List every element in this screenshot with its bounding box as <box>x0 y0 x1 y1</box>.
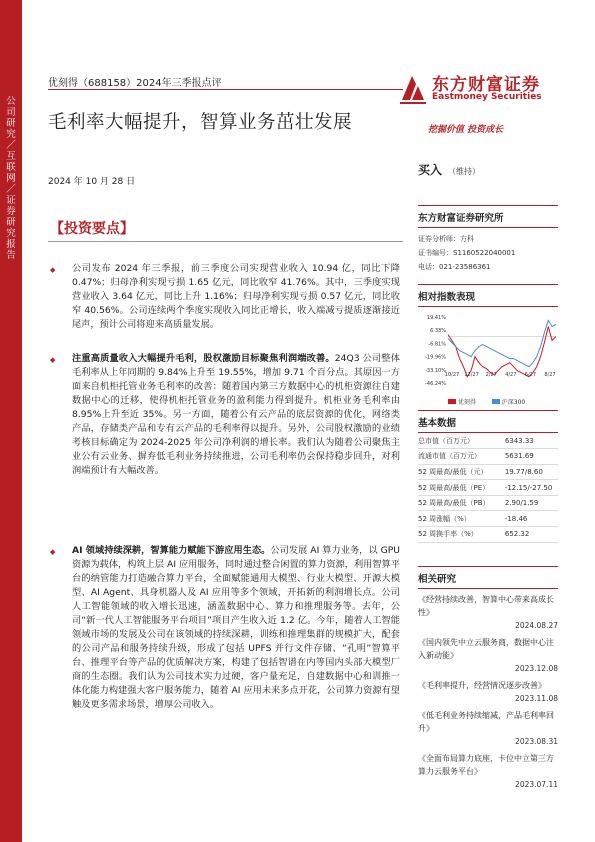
bullet-item <box>50 544 400 712</box>
analyst-phone: 电话：021-23586361 <box>418 263 491 271</box>
basic-data-row <box>418 527 558 543</box>
basic-data-row <box>418 495 558 511</box>
brand-slogan: 挖掘价值 投资成长 <box>428 125 504 135</box>
basic-data-label: 流通市值（百万元） <box>418 449 497 465</box>
bullet-paragraph: 公司发布 2024 年三季报，前三季度公司实现营业收入 10.94 亿，同比下降 0.47%；归母净利实现亏损 1.65 亿元，同比收窄 41.76%。其中，三季度实现营业收入 3.64 亿元，同比上升 1.16%；归母净利实现亏损 0.57 亿元，同比收窄 40.56%。公司连续两个季度实现收入同比正增长，收入端减亏提质逐渐接近尾声，预计公司将迎来高质量发展。 <box>72 263 400 330</box>
basic-data-row <box>418 433 558 449</box>
research-item-date: 2023.12.08 <box>515 664 558 673</box>
bullet-paragraph: 注重高质量收入大幅提升毛利，股权激励目标聚焦利润端改善。24Q3 公司整体毛利率从上年同期的 9.84%上升至 19.55%，增加 9.71 个百分点。其原因一方面来自机柜托管业务毛利率的改善：随着国内第三方数据中心的机柜资源往自建数据中心的迁移，使得机柜托管业务的盈利能力得到提升。机柜业务毛利率由 8.95%上升至近 35%。另一方面，随着公有云产品的底层资源的优化，网络类产品，存储类产品和专有云产品的毛利率得以提升。另外，公司股权激励的业绩考核目标确定为 2024-2025 年公司净利润的增长率。我们认为随着公司聚焦主业公有云业务、摒弃低毛利业务持续推进，公司毛利率仍会保持稳步回升，对利润端预计有大幅改善。 <box>72 353 400 476</box>
relative-index-block <box>418 284 558 406</box>
bullet-item <box>50 262 400 332</box>
y-tick-label: 6.33% <box>430 328 446 335</box>
related-research-block <box>418 566 558 795</box>
research-item-title: 《低毛利业务持续缩减，产品毛利率回升》 <box>418 711 554 733</box>
bullet-diamond-icon: ◆ <box>50 356 56 364</box>
y-tick-label: -6.81% <box>428 341 446 348</box>
chart-legend <box>448 397 558 406</box>
brand-logo <box>398 70 558 110</box>
x-tick-label: 4/27 <box>505 371 517 378</box>
legend-label-1: 优刻得 <box>457 399 476 406</box>
section-divider <box>48 241 403 242</box>
bullet-bold-lead: AI 领域持续深耕，智算能力赋能下游应用生态。 <box>72 545 271 556</box>
x-tick-label: 6/27 <box>524 371 537 378</box>
research-item-date: 2023.08.31 <box>515 737 558 746</box>
x-tick-label: 10/27 <box>444 371 460 378</box>
header-divider <box>48 89 403 90</box>
rating-block <box>418 159 480 178</box>
y-tick-label: -46.24% <box>425 381 446 387</box>
analyst-cert: 证书编号：S1160522040001 <box>418 249 516 257</box>
basic-data-label: 52 周最高/最低（PE） <box>418 480 497 496</box>
institute-block <box>418 205 558 274</box>
basic-data-title: 基本数据 <box>418 410 558 433</box>
x-tick-label: 2/27 <box>485 371 497 378</box>
stock-title-line: 优刻得（688158）2024年三季报点评 <box>48 78 222 89</box>
y-tick-label: -19.96% <box>425 354 446 361</box>
research-item-date: 2024.08.27 <box>515 621 558 630</box>
research-title: 相关研究 <box>418 566 558 589</box>
series-line-1 <box>448 327 556 377</box>
research-item-date: 2023.11.08 <box>515 694 558 703</box>
basic-data-block <box>418 410 558 543</box>
y-tick-label: 19.41% <box>426 315 446 321</box>
basic-data-value: 2.90/1.59 <box>497 495 558 511</box>
sidebar-category-text: 公司研究／互联网／证券研究报告 <box>6 96 16 261</box>
analyst-name: 证券分析师：方科 <box>418 235 474 243</box>
relative-index-chart <box>418 313 558 393</box>
bullet-paragraph: AI 领域持续深耕，智算能力赋能下游应用生态。公司发展 AI 算力业务，以 GPU 资源为载体，构筑上层 AI 应用服务，同时通过整合闲置的算力资源，利用智算平台的纳管能力打造融合算力平台，全面赋能通用大模型、行业大模型、开源大模型、AI Agent、具身机器人及 AI 应用等多个领域，开拓新的利润增长点。公司人工智能领域的收入增长迅速，涵盖数据中心、算力和推理服务等。去年，公司“新一代人工智能服务平台项目”项目产生收入近 1.2 亿。今年，随着人工智能领域市场的发展及公司在该领域的持续深耕，训练和推理集群的规模扩大，配套的公司产品和服务持续升级，形成了包括 UPFS 并行文件存储、“孔明”智算平台、推理平台等产品的优质解决方案，构建了包括智谱在内等国内头部大模型厂商的生态圈。我们认为公司技术实力过硬，客户量充足，自建数据中心和训推一体化能力构建强大客户服务能力，随着 AI 应用未来多点开花，公司算力资源有望触及更多需求场景，增厚公司收入。 <box>72 545 400 710</box>
basic-data-value: -18.46 <box>497 511 558 527</box>
bullet-diamond-icon: ◆ <box>50 548 56 556</box>
basic-data-row <box>418 464 558 480</box>
institute-title: 东方财富证券研究所 <box>418 205 558 228</box>
basic-data-value: 6343.33 <box>497 433 558 449</box>
chart-title: 相对指数表现 <box>418 284 558 307</box>
legend-swatch-1 <box>448 399 456 404</box>
basic-data-table <box>418 433 558 543</box>
research-item-title: 《国内领先中立云服务商，数据中心注入新动能》 <box>418 638 554 660</box>
basic-data-label: 52 周换手率（%） <box>418 527 497 543</box>
x-tick-label: 12/27 <box>464 371 479 378</box>
basic-data-row <box>418 480 558 496</box>
x-tick-label: 8/27 <box>544 371 556 378</box>
basic-data-value: 652.32 <box>497 527 558 543</box>
basic-data-value: 5631.69 <box>497 449 558 465</box>
report-headline: 毛利率大幅提升，智算业务茁壮发展 <box>48 112 353 133</box>
legend-label-2: 沪深300 <box>501 399 526 406</box>
brand-name-cn: 东方财富证券 <box>432 75 540 95</box>
legend-swatch-2 <box>492 399 500 404</box>
section-title: 【投资要点】 <box>50 221 134 237</box>
bullet-bold-lead: 注重高质量收入大幅提升毛利，股权激励目标聚焦利润端改善。 <box>72 353 335 364</box>
basic-data-value: -12.15/-27.50 <box>497 480 558 496</box>
bullet-diamond-icon: ◆ <box>50 266 56 274</box>
bullet-item <box>50 352 400 478</box>
research-item-title: 《经营持续改善，智算中心带来高成长性》 <box>418 595 554 617</box>
rating-sub: （维持） <box>448 167 481 176</box>
basic-data-label: 52 周涨幅（%） <box>418 511 497 527</box>
research-item-date: 2023.07.11 <box>515 780 558 789</box>
basic-data-row <box>418 511 558 527</box>
rating-main: 买入 <box>418 163 443 177</box>
basic-data-value: 19.77/8.60 <box>497 464 558 480</box>
eastmoney-logo-icon <box>398 70 428 104</box>
research-item-title: 《毛利率提升，经营情况逐步改善》 <box>418 681 546 690</box>
basic-data-label: 52 周最高/最低（PB） <box>418 495 497 511</box>
research-item-title: 《全面布局算力底座，卡位中立第三方算力云服务平台》 <box>418 754 554 776</box>
report-date: 2024 年 10 月 28 日 <box>48 177 136 187</box>
basic-data-label: 52 周最高/最低（元） <box>418 464 497 480</box>
brand-name-en: Eastmoney Securities <box>432 92 542 102</box>
research-list <box>418 593 558 791</box>
y-tick-label: -33.10% <box>425 367 446 374</box>
basic-data-row <box>418 449 558 465</box>
basic-data-label: 总市值（百万元） <box>418 433 497 449</box>
